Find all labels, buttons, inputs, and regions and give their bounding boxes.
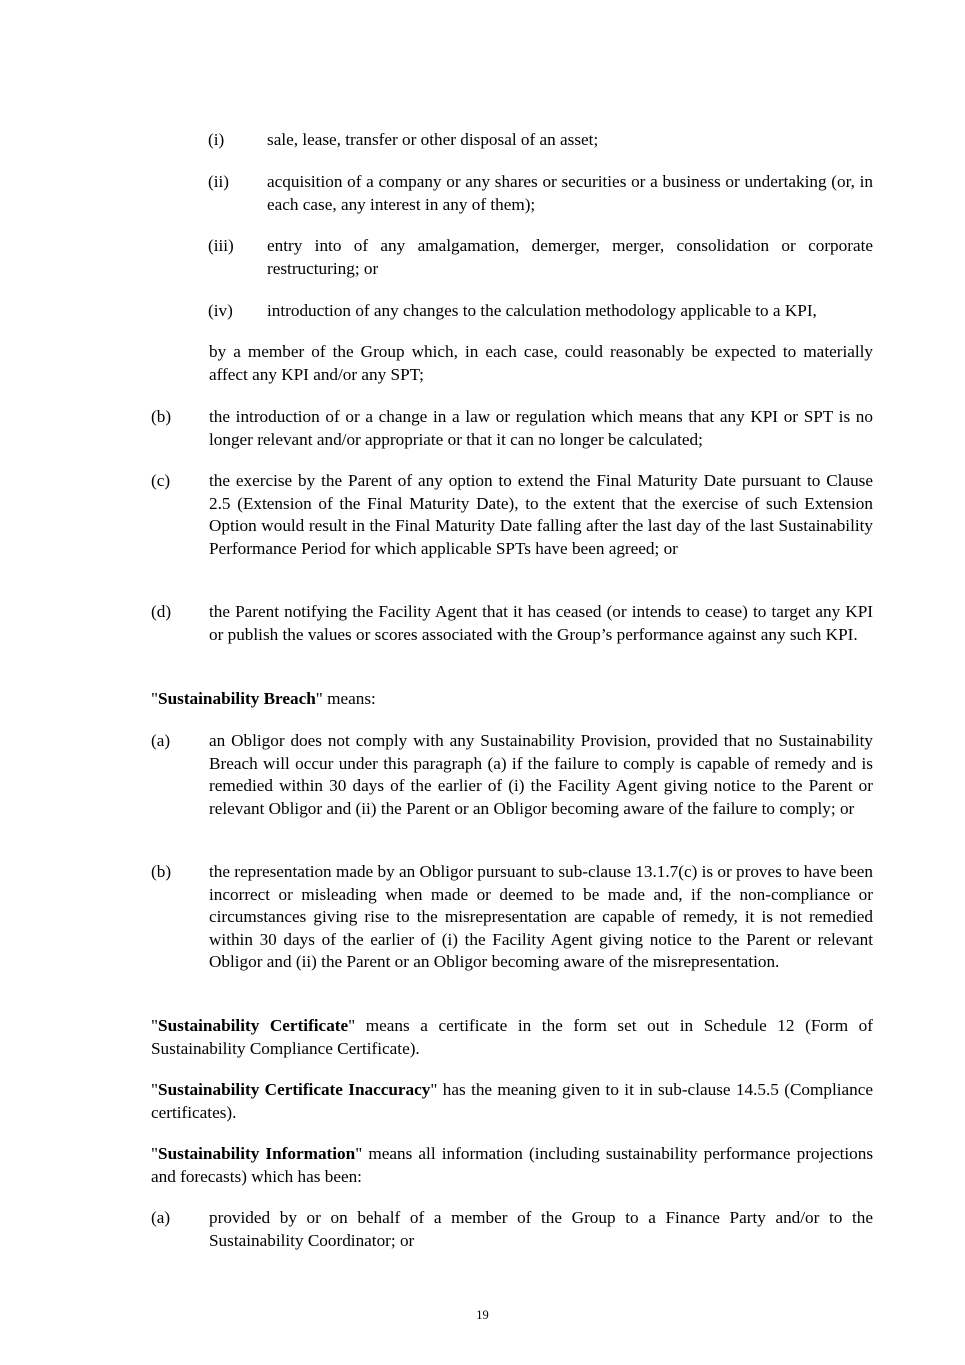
list-item-label: (a): [151, 731, 171, 750]
list-item-label: (b): [151, 862, 172, 881]
definition-sustainability-certificate-inaccuracy: [151, 1079, 873, 1124]
list-item-text: the Parent notifying the Facility Agent that it has ceased (or intends to cease) to target any KPI or publish the values or scores associated with the Group’s performance against any such KPI.: [209, 602, 873, 644]
sub-item-text: sale, lease, transfer or other disposal of an asset;: [267, 130, 599, 149]
quote-mark: ": [151, 1016, 159, 1035]
quote-mark: ": [151, 1080, 159, 1099]
page-number: 19: [476, 1308, 489, 1322]
definition-sustainability-breach: [151, 688, 873, 711]
list-item-text: an Obligor does not comply with any Sustainability Provision, provided that no Sustainability Breach will occur under this paragraph (a) if the failure to comply is capable of remedy and is remedied within 30 days of the earlier of (i) the Facility Agent giving notice to the Parent or relevant Obligor and (ii) the Parent or an Obligor becoming aware of the failure to comply; or: [209, 731, 873, 818]
definition-body: " means a certificate in the form set out in Schedule 12 (Form of Sustainability Compliance Certificate).: [151, 1016, 873, 1058]
defined-term: Sustainability Certificate Inaccuracy: [158, 1080, 431, 1099]
sub-item-label: (ii): [208, 172, 229, 191]
sub-item-text: entry into of any amalgamation, demerger, merger, consolidation or corporate restructuring; or: [267, 236, 873, 278]
definition-body: " has the meaning given to it in sub-clause 14.5.5 (Compliance certificates).: [151, 1080, 873, 1122]
list-item-text: the representation made by an Obligor pursuant to sub-clause 13.1.7(c) is or proves to have been incorrect or misleading when made or deemed to be made and, if the non-compliance or circumstances giving rise to the misrepresentation are capable of remedy, it is not remedied within 30 days of the earlier of (i) the Facility Agent giving notice to the Parent or relevant Obligor and (ii) the Parent or an Obligor becoming aware of the misrepresentation.: [209, 862, 873, 972]
sub-item-label: (iii): [208, 236, 234, 255]
list-item-text: provided by or on behalf of a member of the Group to a Finance Party and/or to the Sustainability Coordinator; or: [209, 1208, 873, 1250]
definition-body: " means all information (including sustainability performance projections and forecasts) which has been:: [151, 1144, 874, 1186]
defined-term: Sustainability Certificate: [158, 1016, 349, 1035]
list-item-label: (b): [151, 407, 172, 426]
definition-sustainability-certificate: [151, 1015, 873, 1060]
tail-paragraph: by a member of the Group which, in each case, could reasonably be expected to materially affect any KPI and/or any SPT;: [209, 342, 873, 384]
list-item-text: the introduction of or a change in a law or regulation which means that any KPI or SPT is no longer relevant and/or appropriate or that it can no longer be calculated;: [209, 407, 873, 449]
list-item-label: (c): [151, 471, 171, 490]
sub-item-label: (iv): [208, 301, 233, 320]
quote-mark: ": [151, 1144, 159, 1163]
list-item-label: (a): [151, 1208, 171, 1227]
sub-item-text: acquisition of a company or any shares or securities or a business or undertaking (or, in each case, any interest in any of them);: [267, 172, 873, 214]
list-item-text: the exercise by the Parent of any option to extend the Final Maturity Date pursuant to Clause 2.5 (Extension of the Final Maturity Date), to the extent that the exercise of such Extension Option would result in the Final Maturity Date falling after the last day of the last Sustainability Performance Period for which applicable SPTs have been agreed; or: [209, 471, 873, 558]
defined-term: Sustainability Breach: [158, 689, 316, 708]
definition-body: " means:: [315, 689, 376, 708]
quote-mark: ": [151, 689, 159, 708]
definition-sustainability-information: [151, 1143, 873, 1188]
defined-term: Sustainability Information: [158, 1144, 356, 1163]
sub-item-label: (i): [208, 130, 225, 149]
list-item-label: (d): [151, 602, 172, 621]
sub-item-text: introduction of any changes to the calculation methodology applicable to a KPI,: [267, 301, 817, 320]
